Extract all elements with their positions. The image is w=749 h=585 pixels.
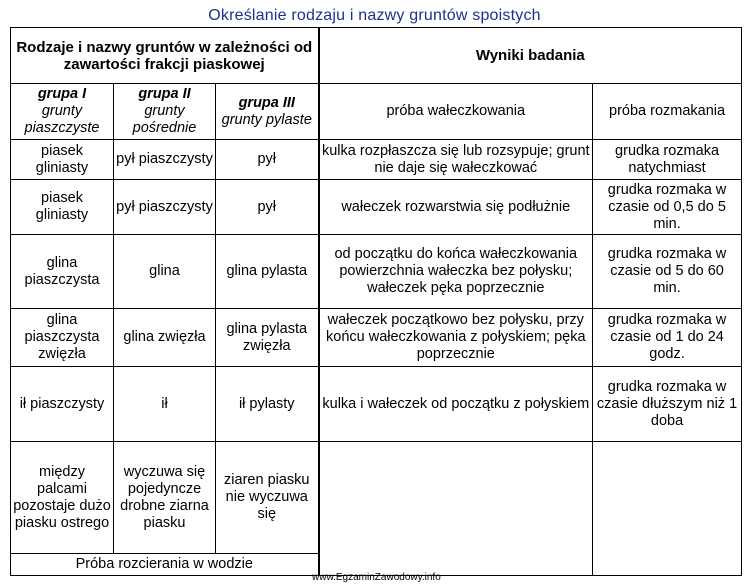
rubbing-test-label: Próba rozcierania w wodzie bbox=[11, 554, 319, 576]
table-row bbox=[11, 309, 742, 367]
cell: grudka rozmaka w czasie dłuższym niż 1 doba bbox=[593, 367, 742, 442]
cell: od początku do końca wałeczkowania powierzchnia wałeczka bez połysku; wałeczek pęka poprzecznie bbox=[319, 235, 593, 309]
table-row bbox=[11, 140, 742, 180]
cell: grudka rozmaka w czasie od 0,5 do 5 min. bbox=[593, 180, 742, 235]
cell: pył piaszczysty bbox=[114, 180, 216, 235]
watermark: www.EgzaminZawodowy.info bbox=[312, 572, 441, 583]
group-1-name: grupa I bbox=[37, 86, 87, 102]
page-title: Określanie rodzaju i nazwy gruntów spoistych bbox=[208, 7, 541, 24]
cell: pył piaszczysty bbox=[114, 140, 216, 180]
cell: glina pylasta bbox=[216, 235, 319, 309]
cell: glina zwięzła bbox=[114, 309, 216, 367]
table-row bbox=[11, 180, 742, 235]
group-3-header bbox=[216, 84, 319, 140]
cell: grudka rozmaka w czasie od 1 do 24 godz. bbox=[593, 309, 742, 367]
cell: wyczuwa się pojedyncze drobne ziarna piasku bbox=[114, 442, 216, 554]
cell: grudka rozmaka w czasie od 5 do 60 min. bbox=[593, 235, 742, 309]
cell: glina bbox=[114, 235, 216, 309]
cell: kulka rozpłaszcza się lub rozsypuje; grunt nie daje się wałeczkować bbox=[319, 140, 593, 180]
table-row bbox=[11, 235, 742, 309]
group-3-desc: grunty pylaste bbox=[221, 111, 312, 128]
cell: glina piaszczysta zwięzła bbox=[11, 309, 114, 367]
group-2-name: grupa II bbox=[138, 86, 191, 102]
cell: wałeczek początkowo bez połysku, przy końcu wałeczkowania z połyskiem; pęka poprzecznie bbox=[319, 309, 593, 367]
cell: piasek gliniasty bbox=[11, 180, 114, 235]
group-1-header bbox=[11, 84, 114, 140]
cell: ił pylasty bbox=[216, 367, 319, 442]
cell: ił bbox=[114, 367, 216, 442]
table-row bbox=[11, 442, 742, 554]
cell: glina pylasta zwięzła bbox=[216, 309, 319, 367]
cell: pył bbox=[216, 180, 319, 235]
cell: ił piaszczysty bbox=[11, 367, 114, 442]
cell: kulka i wałeczek od początku z połyskiem bbox=[319, 367, 593, 442]
soaking-test-header: próba rozmakania bbox=[593, 84, 742, 140]
cell: między palcami pozostaje dużo piasku ostrego bbox=[11, 442, 114, 554]
group-2-desc: grunty pośrednie bbox=[132, 103, 197, 136]
empty-cell bbox=[593, 442, 742, 576]
group-2-header bbox=[114, 84, 216, 140]
group-3-name: grupa III bbox=[238, 94, 295, 111]
empty-cell bbox=[319, 442, 593, 576]
header-soil-types: Rodzaje i nazwy gruntów w zależności od zawartości frakcji piaskowej bbox=[11, 28, 319, 84]
table-row bbox=[11, 367, 742, 442]
cell: ziaren piasku nie wyczuwa się bbox=[216, 442, 319, 554]
cell: piasek gliniasty bbox=[11, 140, 114, 180]
cell: glina piaszczysta bbox=[11, 235, 114, 309]
cell: pył bbox=[216, 140, 319, 180]
cell: grudka rozmaka natychmiast bbox=[593, 140, 742, 180]
group-1-desc: grunty piaszczyste bbox=[24, 103, 100, 136]
cell: wałeczek rozwarstwia się podłużnie bbox=[319, 180, 593, 235]
rolling-test-header: próba wałeczkowania bbox=[319, 84, 593, 140]
soil-classification-table bbox=[10, 27, 742, 576]
header-test-results: Wyniki badania bbox=[319, 28, 742, 84]
